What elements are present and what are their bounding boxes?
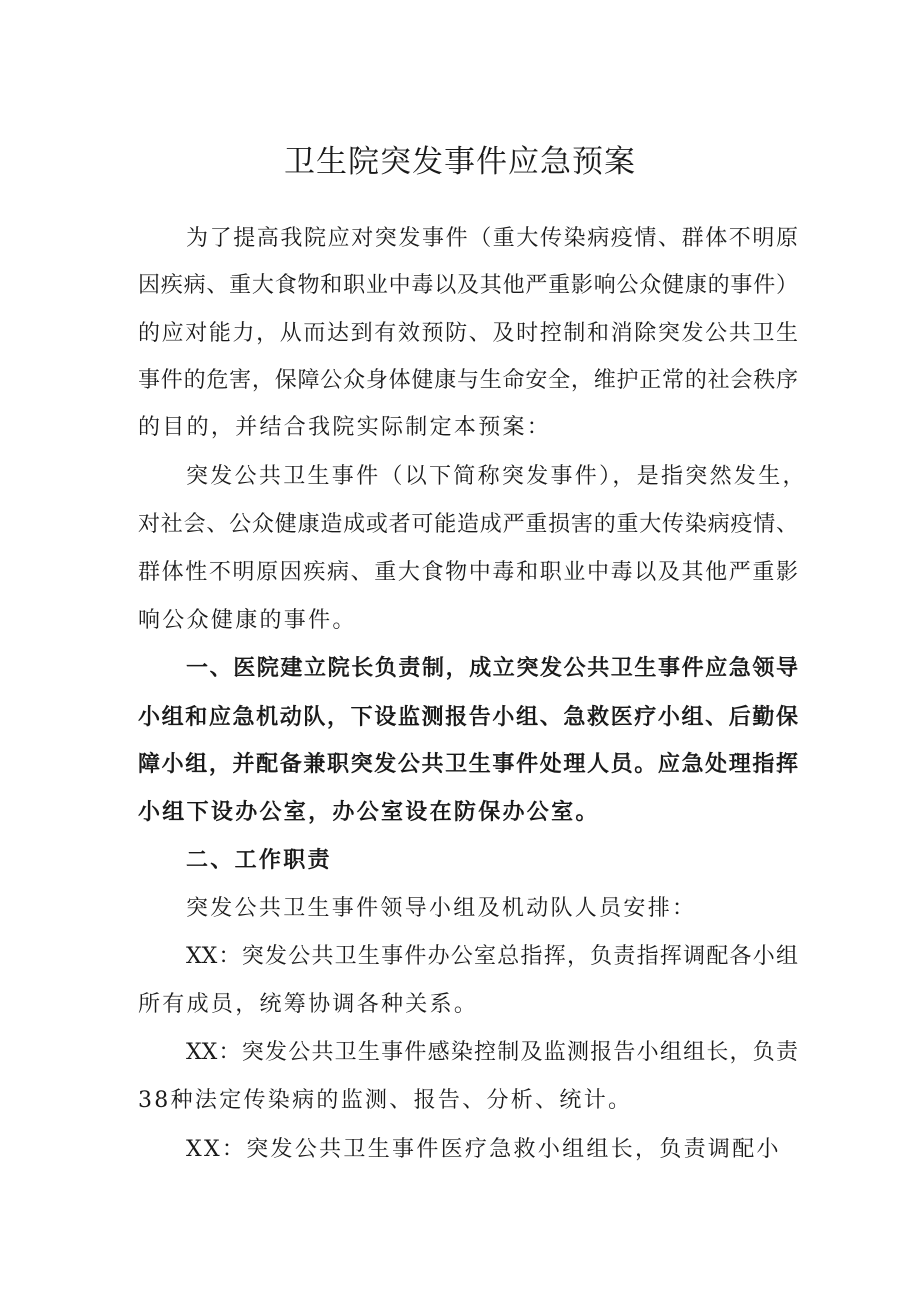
paragraph-line: XX：突发公共卫生事件医疗急救小组组长，负责调配小 xyxy=(186,1137,781,1162)
section-one-line: 小组和应急机动队，下设监测报告小组、急救医疗小组、后勤保 xyxy=(138,705,798,730)
paragraph-line: 为了提高我院应对突发事件（重大传染病疫情、群体不明原 xyxy=(186,226,798,251)
paragraph-line: 的目的，并结合我院实际制定本预案： xyxy=(138,415,552,440)
paragraph-line: XX：突发公共卫生事件感染控制及监测报告小组组长，负责 xyxy=(186,1040,798,1065)
paragraph-line: XX：突发公共卫生事件办公室总指挥，负责指挥调配各小组 xyxy=(186,944,798,969)
paragraph-line: 突发公共卫生事件领导小组及机动队人员安排： xyxy=(186,896,697,921)
section-one-line: 障小组，并配备兼职突发公共卫生事件处理人员。应急处理指挥 xyxy=(138,752,798,777)
section-one-line: 小组下设办公室，办公室设在防保办公室。 xyxy=(138,800,600,825)
section-two-heading: 二、工作职责 xyxy=(186,848,332,873)
paragraph-line: 因疾病、重大食物和职业中毒以及其他严重影响公众健康的事件） xyxy=(138,273,798,298)
paragraph-line: 响公众健康的事件。 xyxy=(138,608,357,633)
paragraph-line: 群体性不明原因疾病、重大食物中毒和职业中毒以及其他严重影 xyxy=(138,560,798,585)
paragraph-line: 38种法定传染病的监测、报告、分析、统计。 xyxy=(138,1088,633,1113)
paragraph-line: 事件的危害，保障公众身体健康与生命安全，维护正常的社会秩序 xyxy=(138,368,798,393)
section-one-line: 一、医院建立院长负责制，成立突发公共卫生事件应急领导 xyxy=(186,656,798,681)
paragraph-line: 的应对能力，从而达到有效预防、及时控制和消除突发公共卫生 xyxy=(138,321,798,346)
paragraph-line: 所有成员，统筹协调各种关系。 xyxy=(138,992,479,1017)
paragraph-line: 对社会、公众健康造成或者可能造成严重损害的重大传染病疫情、 xyxy=(138,512,798,537)
paragraph-line: 突发公共卫生事件（以下简称突发事件），是指突然发生， xyxy=(186,464,807,489)
document-title: 卫生院突发事件应急预案 xyxy=(284,144,636,180)
